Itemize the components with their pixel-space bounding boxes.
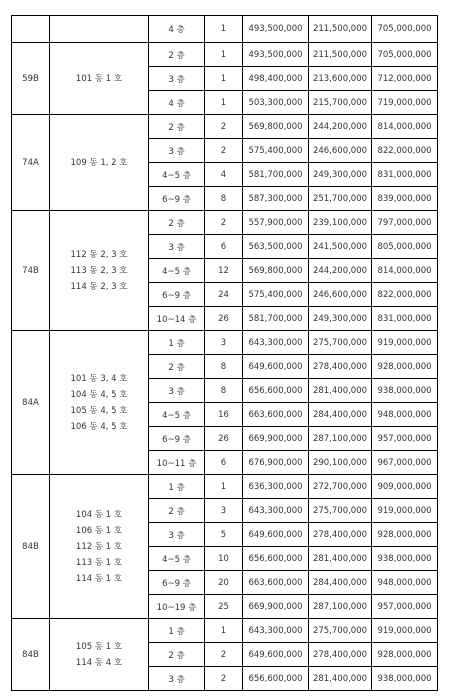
land-price-cell: 656,600,000 (243, 667, 309, 691)
total-price-cell: 719,000,000 (372, 91, 438, 115)
floor-cell: 2 층 (149, 115, 205, 139)
dong-ho-label: 101 동 1 호 (75, 73, 123, 84)
building-price-cell: 275,700,000 (309, 331, 372, 355)
floor-cell: 4 층 (149, 91, 205, 115)
units-cell: 1 (205, 91, 243, 115)
total-price-cell: 938,000,000 (372, 667, 438, 691)
units-cell: 26 (205, 307, 243, 331)
total-price-cell: 814,000,000 (372, 259, 438, 283)
dong-ho-label: 106 동 1 호 (75, 525, 123, 536)
floor-cell: 4 층 (149, 16, 205, 43)
land-price-cell: 643,300,000 (243, 331, 309, 355)
total-price-cell: 822,000,000 (372, 139, 438, 163)
floor-cell: 4~5 층 (149, 403, 205, 427)
floor-cell: 10~19 층 (149, 595, 205, 619)
land-price-cell: 569,800,000 (243, 115, 309, 139)
floor-cell: 3 층 (149, 235, 205, 259)
units-cell: 20 (205, 571, 243, 595)
total-price-cell: 805,000,000 (372, 235, 438, 259)
units-cell: 2 (205, 667, 243, 691)
land-price-cell: 663,600,000 (243, 571, 309, 595)
land-price-cell: 649,600,000 (243, 523, 309, 547)
building-price-cell: 281,400,000 (309, 547, 372, 571)
land-price-cell: 643,300,000 (243, 499, 309, 523)
building-price-cell: 278,400,000 (309, 643, 372, 667)
units-cell: 8 (205, 379, 243, 403)
units-cell: 10 (205, 547, 243, 571)
price-table (11, 15, 438, 691)
total-price-cell: 957,000,000 (372, 595, 438, 619)
land-price-cell: 656,600,000 (243, 379, 309, 403)
building-price-cell: 275,700,000 (309, 499, 372, 523)
total-price-cell: 928,000,000 (372, 355, 438, 379)
dong-ho-label: 105 동 4, 5 호 (70, 405, 128, 416)
land-price-cell: 656,600,000 (243, 547, 309, 571)
table-row (12, 619, 438, 643)
floor-cell: 2 층 (149, 355, 205, 379)
units-cell: 2 (205, 211, 243, 235)
floor-cell: 6~9 층 (149, 283, 205, 307)
building-price-cell: 239,100,000 (309, 211, 372, 235)
units-cell: 8 (205, 355, 243, 379)
dong-ho-label: 112 동 1 호 (75, 541, 123, 552)
floor-cell: 2 층 (149, 499, 205, 523)
table-row (12, 16, 438, 43)
total-price-cell: 938,000,000 (372, 379, 438, 403)
total-price-cell: 831,000,000 (372, 307, 438, 331)
dong-ho-cell (50, 211, 149, 331)
floor-cell: 2 층 (149, 643, 205, 667)
floor-cell: 10~14 층 (149, 307, 205, 331)
building-price-cell: 272,700,000 (309, 475, 372, 499)
dong-ho-cell (50, 115, 149, 211)
land-price-cell: 643,300,000 (243, 619, 309, 643)
total-price-cell: 705,000,000 (372, 43, 438, 67)
table-row (12, 331, 438, 355)
total-price-cell: 938,000,000 (372, 547, 438, 571)
land-price-cell: 676,900,000 (243, 451, 309, 475)
building-price-cell: 246,600,000 (309, 139, 372, 163)
units-cell: 5 (205, 523, 243, 547)
land-price-cell: 581,700,000 (243, 163, 309, 187)
building-price-cell: 275,700,000 (309, 619, 372, 643)
building-price-cell: 249,300,000 (309, 163, 372, 187)
building-price-cell: 281,400,000 (309, 667, 372, 691)
land-price-cell: 563,500,000 (243, 235, 309, 259)
land-price-cell: 493,500,000 (243, 43, 309, 67)
land-price-cell: 636,300,000 (243, 475, 309, 499)
dong-ho-label: 114 동 4 호 (75, 657, 123, 668)
unit-type-cell (12, 16, 50, 43)
dong-ho-label: 104 동 1 호 (75, 509, 123, 520)
total-price-cell: 712,000,000 (372, 67, 438, 91)
dong-ho-cell (50, 331, 149, 475)
total-price-cell: 797,000,000 (372, 211, 438, 235)
units-cell: 16 (205, 403, 243, 427)
floor-cell: 3 층 (149, 523, 205, 547)
units-cell: 26 (205, 427, 243, 451)
units-cell: 1 (205, 67, 243, 91)
land-price-cell: 575,400,000 (243, 139, 309, 163)
land-price-cell: 581,700,000 (243, 307, 309, 331)
units-cell: 2 (205, 115, 243, 139)
building-price-cell: 244,200,000 (309, 259, 372, 283)
total-price-cell: 822,000,000 (372, 283, 438, 307)
table-row (12, 115, 438, 139)
building-price-cell: 251,700,000 (309, 187, 372, 211)
land-price-cell: 649,600,000 (243, 643, 309, 667)
floor-cell: 2 층 (149, 211, 205, 235)
dong-ho-label: 113 동 2, 3 호 (70, 265, 128, 276)
land-price-cell: 493,500,000 (243, 16, 309, 43)
total-price-cell: 909,000,000 (372, 475, 438, 499)
land-price-cell: 587,300,000 (243, 187, 309, 211)
unit-type-cell: 84A (12, 331, 50, 475)
building-price-cell: 249,300,000 (309, 307, 372, 331)
price-table-body (12, 16, 438, 691)
total-price-cell: 705,000,000 (372, 16, 438, 43)
dong-ho-cell (50, 475, 149, 619)
units-cell: 3 (205, 499, 243, 523)
total-price-cell: 839,000,000 (372, 187, 438, 211)
unit-type-cell: 59B (12, 43, 50, 115)
building-price-cell: 244,200,000 (309, 115, 372, 139)
floor-cell: 2 층 (149, 43, 205, 67)
floor-cell: 3 층 (149, 139, 205, 163)
units-cell: 24 (205, 283, 243, 307)
floor-cell: 4~5 층 (149, 163, 205, 187)
units-cell: 1 (205, 43, 243, 67)
land-price-cell: 663,600,000 (243, 403, 309, 427)
floor-cell: 10~11 층 (149, 451, 205, 475)
unit-type-cell: 74A (12, 115, 50, 211)
dong-ho-cell (50, 16, 149, 43)
building-price-cell: 213,600,000 (309, 67, 372, 91)
units-cell: 2 (205, 643, 243, 667)
floor-cell: 4~5 층 (149, 259, 205, 283)
building-price-cell: 278,400,000 (309, 355, 372, 379)
building-price-cell: 211,500,000 (309, 43, 372, 67)
building-price-cell: 287,100,000 (309, 595, 372, 619)
floor-cell: 3 층 (149, 379, 205, 403)
dong-ho-label: 101 동 3, 4 호 (70, 373, 128, 384)
dong-ho-label: 114 동 2, 3 호 (70, 281, 128, 292)
dong-ho-label: 104 동 4, 5 호 (70, 389, 128, 400)
total-price-cell: 957,000,000 (372, 427, 438, 451)
total-price-cell: 948,000,000 (372, 403, 438, 427)
unit-type-cell: 74B (12, 211, 50, 331)
land-price-cell: 503,300,000 (243, 91, 309, 115)
units-cell: 3 (205, 331, 243, 355)
table-row (12, 475, 438, 499)
floor-cell: 6~9 층 (149, 187, 205, 211)
units-cell: 1 (205, 475, 243, 499)
units-cell: 2 (205, 139, 243, 163)
floor-cell: 1 층 (149, 619, 205, 643)
units-cell: 1 (205, 619, 243, 643)
building-price-cell: 281,400,000 (309, 379, 372, 403)
units-cell: 12 (205, 259, 243, 283)
floor-cell: 3 층 (149, 67, 205, 91)
land-price-cell: 498,400,000 (243, 67, 309, 91)
building-price-cell: 211,500,000 (309, 16, 372, 43)
land-price-cell: 569,800,000 (243, 259, 309, 283)
units-cell: 6 (205, 235, 243, 259)
total-price-cell: 928,000,000 (372, 643, 438, 667)
total-price-cell: 831,000,000 (372, 163, 438, 187)
building-price-cell: 287,100,000 (309, 427, 372, 451)
land-price-cell: 669,900,000 (243, 427, 309, 451)
dong-ho-cell (50, 43, 149, 115)
dong-ho-label: 106 동 4, 5 호 (70, 421, 128, 432)
floor-cell: 6~9 층 (149, 571, 205, 595)
building-price-cell: 278,400,000 (309, 523, 372, 547)
floor-cell: 1 층 (149, 475, 205, 499)
dong-ho-label: 114 동 1 호 (75, 573, 123, 584)
total-price-cell: 948,000,000 (372, 571, 438, 595)
dong-ho-label: 113 동 1 호 (75, 557, 123, 568)
land-price-cell: 669,900,000 (243, 595, 309, 619)
floor-cell: 1 층 (149, 331, 205, 355)
units-cell: 4 (205, 163, 243, 187)
dong-ho-label: 112 동 2, 3 호 (70, 249, 128, 260)
units-cell: 8 (205, 187, 243, 211)
units-cell: 25 (205, 595, 243, 619)
dong-ho-label: 105 동 1 호 (75, 641, 123, 652)
total-price-cell: 814,000,000 (372, 115, 438, 139)
unit-type-cell: 84B (12, 619, 50, 691)
units-cell: 1 (205, 16, 243, 43)
land-price-cell: 575,400,000 (243, 283, 309, 307)
land-price-cell: 557,900,000 (243, 211, 309, 235)
table-row (12, 211, 438, 235)
total-price-cell: 919,000,000 (372, 499, 438, 523)
building-price-cell: 290,100,000 (309, 451, 372, 475)
building-price-cell: 246,600,000 (309, 283, 372, 307)
total-price-cell: 928,000,000 (372, 523, 438, 547)
unit-type-cell: 84B (12, 475, 50, 619)
total-price-cell: 967,000,000 (372, 451, 438, 475)
floor-cell: 6~9 층 (149, 427, 205, 451)
floor-cell: 3 층 (149, 667, 205, 691)
dong-ho-cell (50, 619, 149, 691)
total-price-cell: 919,000,000 (372, 619, 438, 643)
building-price-cell: 215,700,000 (309, 91, 372, 115)
land-price-cell: 649,600,000 (243, 355, 309, 379)
dong-ho-label: 109 동 1, 2 호 (70, 157, 128, 168)
floor-cell: 4~5 층 (149, 547, 205, 571)
building-price-cell: 241,500,000 (309, 235, 372, 259)
building-price-cell: 284,400,000 (309, 571, 372, 595)
units-cell: 6 (205, 451, 243, 475)
total-price-cell: 919,000,000 (372, 331, 438, 355)
building-price-cell: 284,400,000 (309, 403, 372, 427)
table-row (12, 43, 438, 67)
